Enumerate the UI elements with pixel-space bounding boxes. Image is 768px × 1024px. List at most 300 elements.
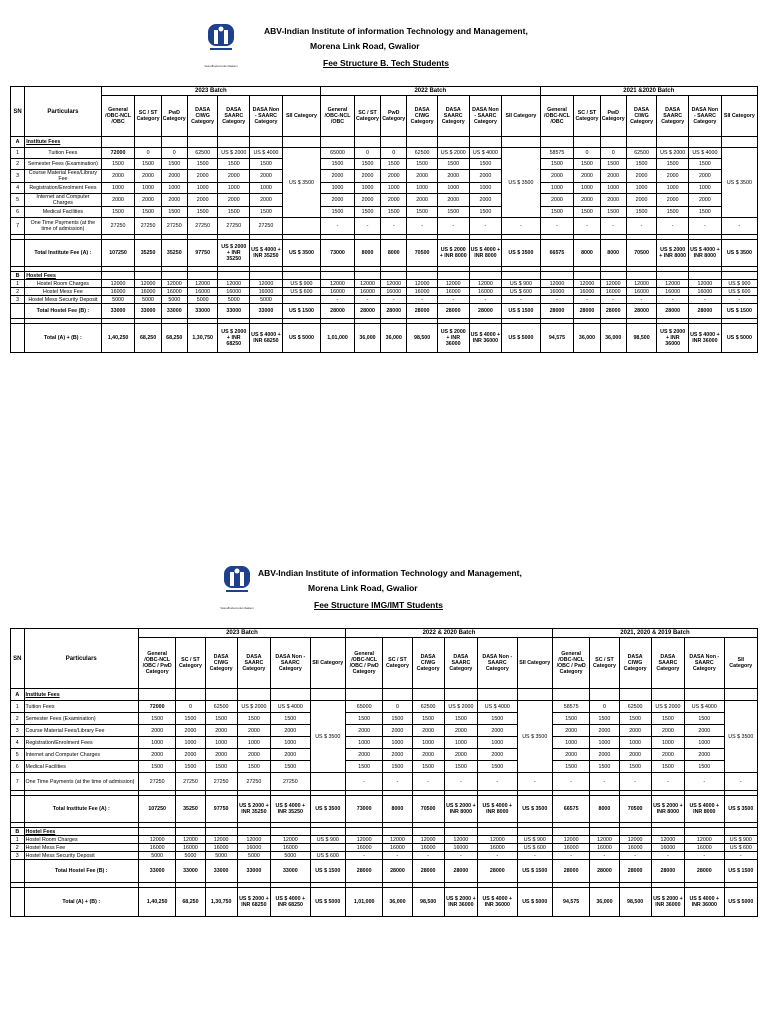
- section-sn: A: [11, 137, 25, 148]
- hostel-value: -: [689, 296, 722, 304]
- total-value: 36,000: [383, 888, 412, 917]
- fee-value: 62500: [187, 148, 218, 159]
- hostel-value: 16000: [271, 844, 311, 852]
- empty-cell: [724, 689, 757, 701]
- hostel-value: 16000: [540, 288, 574, 296]
- fee-row: [11, 701, 758, 713]
- empty-cell: [721, 137, 757, 148]
- section-sn: B: [11, 828, 25, 836]
- sii-value: US $ 3500: [721, 148, 757, 218]
- empty-cell: [205, 689, 237, 701]
- batch-header: 2023 Batch: [138, 629, 345, 638]
- hostel-value: 12000: [101, 280, 135, 288]
- total-value: 28000: [354, 304, 380, 319]
- hostel-value: 12000: [540, 280, 574, 288]
- fee-value: 27250: [205, 773, 237, 791]
- empty-cell: [437, 137, 469, 148]
- fee-value: -: [552, 773, 589, 791]
- sn-header: SN: [11, 629, 25, 689]
- row-label: Hostel Room Charges: [24, 836, 138, 844]
- particulars-header: Particulars: [24, 629, 138, 689]
- fee-value: 2000: [205, 749, 237, 761]
- total-value: US $ 3500: [724, 796, 757, 823]
- empty-cell: [135, 137, 161, 148]
- total-value: US $ 2000 + INR 35250: [218, 240, 250, 267]
- fee-value: 1000: [237, 737, 270, 749]
- total-value: 68,250: [161, 324, 187, 353]
- empty-cell: [101, 272, 135, 280]
- fee-value: 2000: [689, 194, 722, 207]
- category-header: SII Category: [282, 96, 320, 137]
- total-value: 107250: [101, 240, 135, 267]
- fee-value: -: [383, 773, 412, 791]
- empty-cell: [724, 828, 757, 836]
- total-value: 70500: [619, 796, 651, 823]
- hostel-value: 16000: [237, 844, 270, 852]
- fee-value: US $ 4000: [689, 148, 722, 159]
- fee-value: 1500: [345, 713, 382, 725]
- total-value: 35250: [176, 796, 205, 823]
- fee-value: 2000: [345, 749, 382, 761]
- fee-value: 2000: [135, 194, 161, 207]
- hostel-value: 16000: [600, 288, 626, 296]
- fee-value: 72000: [138, 701, 175, 713]
- hostel-value: -: [437, 296, 469, 304]
- row-sn: 1: [11, 701, 25, 713]
- total-value: US $ 5000: [721, 324, 757, 353]
- empty-cell: [600, 137, 626, 148]
- hostel-value: 12000: [590, 836, 619, 844]
- empty-cell: [689, 272, 722, 280]
- category-header: SII Category: [724, 638, 757, 689]
- total-value: 66575: [540, 240, 574, 267]
- fee-value: 1500: [657, 159, 689, 170]
- empty-cell: [321, 137, 355, 148]
- img-fee-table: [10, 628, 758, 917]
- sii-value: -: [724, 773, 757, 791]
- empty-cell: [478, 689, 518, 701]
- fee-value: 58575: [540, 148, 574, 159]
- total-value: 28000: [444, 860, 477, 883]
- btech-fee-table: [10, 86, 758, 353]
- fee-row: [11, 218, 758, 235]
- hostel-value: -: [685, 852, 725, 860]
- hostel-value: 12000: [345, 836, 382, 844]
- hostel-value: 16000: [161, 288, 187, 296]
- hostel-value: -: [574, 296, 600, 304]
- fee-value: 1000: [250, 183, 283, 194]
- section-b-row: [11, 272, 758, 280]
- empty-cell: [271, 689, 311, 701]
- fee-value: 1000: [469, 183, 502, 194]
- total-value: 33000: [218, 304, 250, 319]
- total-value: 98,500: [407, 324, 438, 353]
- fee-value: 1500: [651, 713, 684, 725]
- hostel-value: 12000: [412, 836, 444, 844]
- total-value: 28000: [407, 304, 438, 319]
- category-header: SC / ST Category: [574, 96, 600, 137]
- fee-value: 2000: [187, 194, 218, 207]
- hostel-value: 16000: [381, 288, 407, 296]
- fee-value: 62500: [412, 701, 444, 713]
- row-sn: 1: [11, 148, 25, 159]
- sii-value: -: [502, 218, 540, 235]
- hostel-value: US $ 900: [721, 280, 757, 288]
- hostel-value: 16000: [444, 844, 477, 852]
- fee-value: 1500: [354, 207, 380, 218]
- fee-value: 1000: [590, 737, 619, 749]
- sii-value: -: [517, 773, 552, 791]
- hostel-value: 12000: [626, 280, 657, 288]
- hostel-value: 16000: [651, 844, 684, 852]
- row-sn: 4: [11, 737, 25, 749]
- row-sn: 2: [11, 159, 25, 170]
- total-value: 28000: [689, 304, 722, 319]
- fee-value: 2000: [237, 725, 270, 737]
- fee-value: 1000: [161, 183, 187, 194]
- hostel-value: -: [721, 296, 757, 304]
- hostel-value: 12000: [407, 280, 438, 288]
- fee-value: 1000: [574, 183, 600, 194]
- fee-value: -: [407, 218, 438, 235]
- total-value: 28000: [345, 860, 382, 883]
- fee-value: 2000: [626, 170, 657, 183]
- total-label: Total Institute Fee (A) :: [24, 796, 138, 823]
- empty-cell: [354, 272, 380, 280]
- hostel-value: [282, 296, 320, 304]
- hostel-value: 12000: [187, 280, 218, 288]
- total-value: 70500: [626, 240, 657, 267]
- empty-cell: [383, 828, 412, 836]
- fee-value: 1500: [478, 713, 518, 725]
- fee-value: 1000: [187, 183, 218, 194]
- category-header: DASA SAARC Category: [218, 96, 250, 137]
- particulars-header: Particulars: [25, 87, 101, 137]
- fee-value: 1000: [619, 737, 651, 749]
- fee-value: 2000: [271, 749, 311, 761]
- row-label: Internet and Computer Charges: [24, 749, 138, 761]
- fee-value: 1500: [444, 761, 477, 773]
- row-label: Registration/Enrolment Fees: [24, 737, 138, 749]
- batch-header: 2021 &2020 Batch: [540, 87, 757, 96]
- total-value: 1,40,250: [138, 888, 175, 917]
- total-value: 33000: [205, 860, 237, 883]
- hostel-value: -: [540, 296, 574, 304]
- empty-cell: [138, 689, 175, 701]
- fee-value: -: [626, 218, 657, 235]
- hostel-value: 5000: [101, 296, 135, 304]
- empty-cell: [205, 828, 237, 836]
- fee-value: 1500: [250, 207, 283, 218]
- total-value: US $ 4000 + INR 68250: [250, 324, 283, 353]
- fee-value: 2000: [250, 170, 283, 183]
- fee-value: 2000: [138, 749, 175, 761]
- total-value: 33000: [101, 304, 135, 319]
- empty-cell: [101, 137, 135, 148]
- empty-cell: [657, 272, 689, 280]
- total-value: 28000: [478, 860, 518, 883]
- fee-value: 1500: [138, 713, 175, 725]
- empty-cell: [444, 689, 477, 701]
- fee-value: 1500: [626, 207, 657, 218]
- fee-value: -: [619, 773, 651, 791]
- img-fee-section: [10, 560, 758, 917]
- fee-value: 2000: [407, 170, 438, 183]
- fee-value: 1500: [619, 761, 651, 773]
- category-header-row: [11, 96, 758, 137]
- fee-value: 0: [381, 148, 407, 159]
- category-header: General /OBC-NCL /OBC: [540, 96, 574, 137]
- fee-value: 1000: [271, 737, 311, 749]
- hostel-value: 16000: [469, 288, 502, 296]
- empty-cell: [11, 888, 25, 917]
- empty-cell: [282, 272, 320, 280]
- fee-value: 0: [135, 148, 161, 159]
- fee-value: 1500: [135, 207, 161, 218]
- row-label: Internet and Computer Charges: [25, 194, 101, 207]
- category-header: SC / ST Category: [176, 638, 205, 689]
- fee-value: 1500: [600, 207, 626, 218]
- hostel-value: US $ 900: [502, 280, 540, 288]
- fee-value: US $ 4000: [478, 701, 518, 713]
- total-value: 8000: [354, 240, 380, 267]
- fee-value: 27250: [161, 218, 187, 235]
- hostel-value: -: [552, 852, 589, 860]
- total-value: 8000: [383, 796, 412, 823]
- hostel-value: 12000: [437, 280, 469, 288]
- fee-value: 1500: [469, 159, 502, 170]
- fee-value: 2000: [540, 170, 574, 183]
- fee-value: 2000: [407, 194, 438, 207]
- row-label: Hostel Mess Security Deposit: [24, 852, 138, 860]
- fee-value: 1000: [218, 183, 250, 194]
- fee-value: 62500: [626, 148, 657, 159]
- total-value: 1,40,250: [101, 324, 135, 353]
- total-hostel-row: [11, 860, 758, 883]
- fee-value: 2000: [101, 170, 135, 183]
- total-hostel-row: [11, 304, 758, 319]
- fee-value: 2000: [437, 194, 469, 207]
- fee-value: 1500: [469, 207, 502, 218]
- fee-value: -: [412, 773, 444, 791]
- total-value: US $ 4000 + INR 8000: [478, 796, 518, 823]
- fee-value: 27250: [218, 218, 250, 235]
- total-value: US $ 2000 + INR 8000: [657, 240, 689, 267]
- row-sn: 2: [11, 288, 25, 296]
- fee-row: [11, 761, 758, 773]
- empty-cell: [552, 689, 589, 701]
- hostel-value: US $ 900: [310, 836, 345, 844]
- total-value: US $ 5000: [282, 324, 320, 353]
- batch-header-row: [11, 87, 758, 96]
- empty-cell: [218, 272, 250, 280]
- total-label: Total Hostel Fee (B) :: [24, 860, 138, 883]
- row-sn: 5: [11, 194, 25, 207]
- fee-value: 62500: [205, 701, 237, 713]
- empty-cell: [138, 828, 175, 836]
- hostel-value: 12000: [619, 836, 651, 844]
- hostel-value: 16000: [250, 288, 283, 296]
- total-institute-row: [11, 796, 758, 823]
- total-value: US $ 2000 + INR 36000: [444, 888, 477, 917]
- hostel-value: 16000: [626, 288, 657, 296]
- fee-value: 1500: [412, 713, 444, 725]
- empty-cell: [619, 689, 651, 701]
- fee-value: 2000: [138, 725, 175, 737]
- fee-value: 1500: [205, 713, 237, 725]
- hostel-value: -: [517, 852, 552, 860]
- fee-value: 2000: [651, 749, 684, 761]
- row-label: Tuition Fees: [25, 148, 101, 159]
- category-header: DASA Non - SAARC Category: [478, 638, 518, 689]
- empty-cell: [161, 272, 187, 280]
- section-a-row: [11, 137, 758, 148]
- row-sn: 3: [11, 725, 25, 737]
- fee-value: 1500: [250, 159, 283, 170]
- total-value: 28000: [552, 860, 589, 883]
- hostel-value: 5000: [135, 296, 161, 304]
- fee-value: US $ 4000: [250, 148, 283, 159]
- total-value: 1,01,000: [321, 324, 355, 353]
- fee-value: US $ 2000: [437, 148, 469, 159]
- institute-address: Morena Link Road, Gwalior: [310, 41, 420, 51]
- fee-value: 1000: [321, 183, 355, 194]
- total-value: 33000: [187, 304, 218, 319]
- fee-value: 1000: [478, 737, 518, 749]
- fee-value: 2000: [383, 749, 412, 761]
- total-value: 68,250: [176, 888, 205, 917]
- fee-row: [11, 170, 758, 183]
- section-sn: A: [11, 689, 25, 701]
- row-label: One Time Payments (at the time of admission): [25, 218, 101, 235]
- hostel-value: US $ 600: [310, 852, 345, 860]
- fee-value: 2000: [552, 725, 589, 737]
- fee-value: 2000: [619, 725, 651, 737]
- empty-cell: [383, 689, 412, 701]
- fee-value: 1500: [176, 761, 205, 773]
- fee-value: 1500: [651, 761, 684, 773]
- empty-cell: [381, 272, 407, 280]
- total-label: Total (A) + (B) :: [24, 888, 138, 917]
- total-value: 1,01,000: [345, 888, 382, 917]
- fee-value: 2000: [381, 170, 407, 183]
- fee-value: 1500: [237, 761, 270, 773]
- fee-value: 2000: [271, 725, 311, 737]
- empty-cell: [469, 137, 502, 148]
- total-value: US $ 2000 + INR 8000: [437, 240, 469, 267]
- fee-value: 1500: [478, 761, 518, 773]
- fee-value: 1500: [407, 159, 438, 170]
- total-value: US $ 4000 + INR 36000: [689, 324, 722, 353]
- category-header: DASA Non - SAARC Category: [689, 96, 722, 137]
- fee-value: 2000: [685, 749, 725, 761]
- hostel-value: 16000: [685, 844, 725, 852]
- total-value: US $ 1500: [721, 304, 757, 319]
- fee-value: 65000: [345, 701, 382, 713]
- category-header: General /OBC-NCL /OBC / PwD Category: [138, 638, 175, 689]
- hostel-value: 16000: [437, 288, 469, 296]
- empty-cell: [626, 137, 657, 148]
- fee-value: 2000: [176, 725, 205, 737]
- category-header: DASA CIWG Category: [619, 638, 651, 689]
- fee-value: 2000: [237, 749, 270, 761]
- hostel-value: -: [407, 296, 438, 304]
- sii-value: [282, 218, 320, 235]
- category-header: DASA CIWG Category: [205, 638, 237, 689]
- total-value: US $ 1500: [517, 860, 552, 883]
- hostel-value: -: [412, 852, 444, 860]
- category-header: DASA Non - SAARC Category: [469, 96, 502, 137]
- fee-value: US $ 4000: [271, 701, 311, 713]
- hostel-row: [11, 280, 758, 288]
- total-value: US $ 4000 + INR 8000: [689, 240, 722, 267]
- sn-header: SN: [11, 87, 25, 137]
- fee-value: 1000: [444, 737, 477, 749]
- fee-value: 1500: [552, 713, 589, 725]
- hostel-value: 12000: [469, 280, 502, 288]
- fee-value: 1000: [205, 737, 237, 749]
- hostel-value: -: [444, 852, 477, 860]
- row-label: Course Material Fees/Library Fee: [25, 170, 101, 183]
- hostel-value: 16000: [657, 288, 689, 296]
- category-header: General /OBC-NCL /OBC / PwD Category: [552, 638, 589, 689]
- fee-value: 1000: [552, 737, 589, 749]
- hostel-value: -: [619, 852, 651, 860]
- hostel-value: 5000: [218, 296, 250, 304]
- empty-cell: [161, 137, 187, 148]
- institute-logo-icon: [222, 564, 252, 606]
- total-value: 28000: [619, 860, 651, 883]
- fee-value: -: [478, 773, 518, 791]
- total-value: 98,500: [626, 324, 657, 353]
- fee-value: 1500: [437, 207, 469, 218]
- category-header: SC / ST Category: [383, 638, 412, 689]
- batch-header-row: [11, 629, 758, 638]
- empty-cell: [187, 272, 218, 280]
- total-value: 8000: [600, 240, 626, 267]
- total-value: US $ 4000 + INR 36000: [478, 888, 518, 917]
- empty-cell: [619, 828, 651, 836]
- total-label: Total (A) + (B) :: [25, 324, 101, 353]
- category-header: SII Category: [517, 638, 552, 689]
- hostel-value: 16000: [321, 288, 355, 296]
- sii-value: US $ 3500: [310, 701, 345, 773]
- fee-value: 1000: [407, 183, 438, 194]
- total-value: US $ 2000 + INR 35250: [237, 796, 270, 823]
- section-label: Institute Fees: [24, 689, 138, 701]
- hostel-value: 12000: [689, 280, 722, 288]
- hostel-value: 16000: [407, 288, 438, 296]
- empty-cell: [218, 137, 250, 148]
- hostel-row: [11, 844, 758, 852]
- fee-value: 2000: [321, 194, 355, 207]
- empty-cell: [600, 272, 626, 280]
- total-value: 33000: [138, 860, 175, 883]
- hostel-value: 16000: [412, 844, 444, 852]
- empty-cell: [250, 137, 283, 148]
- hostel-value: 16000: [218, 288, 250, 296]
- fee-value: 2000: [381, 194, 407, 207]
- fee-value: 1000: [176, 737, 205, 749]
- row-sn: 5: [11, 749, 25, 761]
- fee-row: [11, 725, 758, 737]
- fee-value: 1000: [383, 737, 412, 749]
- hostel-row: [11, 836, 758, 844]
- fee-value: 27250: [101, 218, 135, 235]
- fee-value: 1500: [685, 761, 725, 773]
- fee-value: -: [469, 218, 502, 235]
- row-sn: 6: [11, 761, 25, 773]
